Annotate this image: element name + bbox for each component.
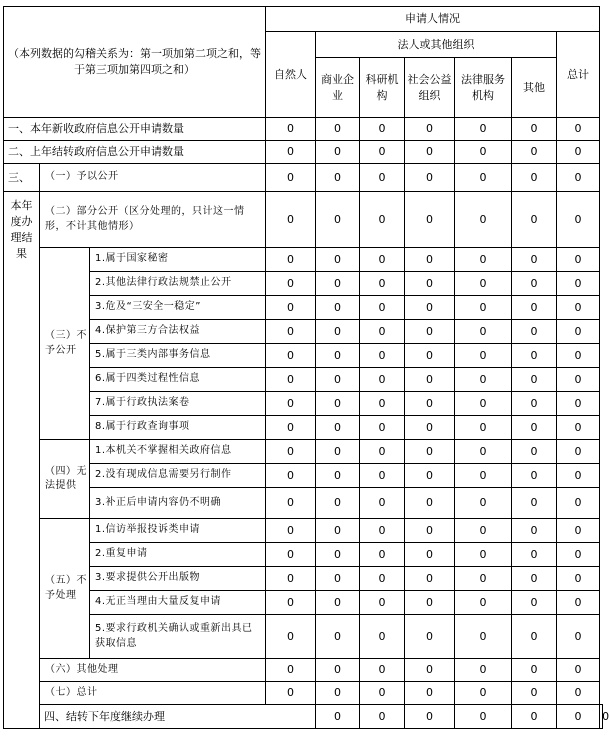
cell-value: 0 bbox=[557, 272, 600, 296]
cell-value: 0 bbox=[360, 392, 405, 416]
row-label: 8.属于行政查询事项 bbox=[90, 416, 266, 440]
row-label: 3.要求提供公开出版物 bbox=[90, 567, 266, 591]
cell-value: 0 bbox=[360, 440, 405, 464]
cell-value: 0 bbox=[316, 416, 360, 440]
section-three-number: 三、 bbox=[4, 164, 40, 192]
cell-value: 0 bbox=[316, 567, 360, 591]
cell-value: 0 bbox=[455, 488, 512, 519]
header-note: （本列数据的勾稽关系为：第一项加第二项之和，等于第三项加第四项之和） bbox=[4, 7, 266, 118]
row-label: （六）其他处理 bbox=[40, 659, 266, 682]
cell-value: 0 bbox=[266, 248, 316, 272]
cell-value: 0 bbox=[455, 248, 512, 272]
cell-value: 0 bbox=[266, 615, 316, 659]
cell-value: 0 bbox=[512, 164, 557, 192]
cell-value: 0 bbox=[316, 320, 360, 344]
cell-value: 0 bbox=[405, 392, 455, 416]
cell-value: 0 bbox=[455, 368, 512, 392]
cell-value: 0 bbox=[455, 296, 512, 320]
cell-value: 0 bbox=[266, 567, 316, 591]
cell-value: 0 bbox=[557, 248, 600, 272]
cell-value: 0 bbox=[316, 615, 360, 659]
cell-value: 0 bbox=[360, 118, 405, 141]
row-label: 4.保护第三方合法权益 bbox=[90, 320, 266, 344]
cell-value: 0 bbox=[266, 682, 316, 705]
cell-value: 0 bbox=[316, 543, 360, 567]
cell-value: 0 bbox=[360, 344, 405, 368]
cell-value: 0 bbox=[557, 464, 600, 488]
cell-value: 0 bbox=[405, 464, 455, 488]
cell-value: 0 bbox=[455, 519, 512, 543]
cell-value: 0 bbox=[455, 344, 512, 368]
cell-value: 0 bbox=[266, 392, 316, 416]
cell-value: 0 bbox=[512, 344, 557, 368]
cell-value: 0 bbox=[316, 164, 360, 192]
row-label: 1.本机关不掌握相关政府信息 bbox=[90, 440, 266, 464]
header-public-org: 社会公益组织 bbox=[405, 58, 455, 118]
cell-value: 0 bbox=[405, 416, 455, 440]
header-research: 科研机构 bbox=[360, 58, 405, 118]
cell-value: 0 bbox=[405, 272, 455, 296]
row-label: 4.无正当理由大量反复申请 bbox=[90, 591, 266, 615]
cell-value: 0 bbox=[557, 320, 600, 344]
cell-value: 0 bbox=[512, 368, 557, 392]
cell-value: 0 bbox=[405, 591, 455, 615]
cell-value: 0 bbox=[455, 440, 512, 464]
cell-value: 0 bbox=[316, 705, 360, 729]
cell-value: 0 bbox=[512, 615, 557, 659]
row-label: （七）总计 bbox=[40, 682, 266, 705]
cell-value: 0 bbox=[360, 320, 405, 344]
cell-value: 0 bbox=[405, 519, 455, 543]
cell-value: 0 bbox=[266, 543, 316, 567]
cell-value: 0 bbox=[455, 192, 512, 248]
cell-value: 0 bbox=[405, 488, 455, 519]
cell-value: 0 bbox=[512, 591, 557, 615]
row-label: 5.要求行政机关确认或重新出具已获取信息 bbox=[90, 615, 266, 659]
row-label: 3.补正后申请内容仍不明确 bbox=[90, 488, 266, 519]
cell-value: 0 bbox=[360, 659, 405, 682]
cell-value: 0 bbox=[360, 296, 405, 320]
cell-value: 0 bbox=[405, 615, 455, 659]
cell-value: 0 bbox=[512, 392, 557, 416]
row-label: 2.重复申请 bbox=[90, 543, 266, 567]
cell-value: 0 bbox=[360, 705, 405, 729]
cell-value: 0 bbox=[316, 591, 360, 615]
row-label: 1.信访举报投诉类申请 bbox=[90, 519, 266, 543]
cell-value: 0 bbox=[360, 368, 405, 392]
row-label: （一）予以公开 bbox=[40, 164, 266, 192]
cell-value: 0 bbox=[316, 141, 360, 164]
group-title-withheld: （三）不予公开 bbox=[40, 248, 90, 440]
cell-value: 0 bbox=[405, 192, 455, 248]
cell-value: 0 bbox=[360, 615, 405, 659]
row-label: 四、结转下年度继续办理 bbox=[40, 705, 316, 729]
cell-value: 0 bbox=[512, 296, 557, 320]
cell-value: 0 bbox=[316, 248, 360, 272]
cell-value: 0 bbox=[455, 272, 512, 296]
cell-value: 0 bbox=[360, 164, 405, 192]
cell-value: 0 bbox=[455, 705, 512, 729]
header-other: 其他 bbox=[512, 58, 557, 118]
cell-value: 0 bbox=[512, 248, 557, 272]
cell-value: 0 bbox=[557, 615, 600, 659]
cell-value: 0 bbox=[266, 368, 316, 392]
row-label: 3.危及“三安全一稳定” bbox=[90, 296, 266, 320]
cell-value: 0 bbox=[557, 591, 600, 615]
cell-value: 0 bbox=[266, 296, 316, 320]
cell-value: 0 bbox=[266, 659, 316, 682]
cell-value: 0 bbox=[405, 118, 455, 141]
cell-value: 0 bbox=[600, 705, 603, 729]
group-title-not-processed: （五）不予处理 bbox=[40, 519, 90, 659]
cell-value: 0 bbox=[360, 464, 405, 488]
cell-value: 0 bbox=[266, 118, 316, 141]
cell-value: 0 bbox=[512, 141, 557, 164]
section-three-title: 本年度办理结果 bbox=[4, 192, 40, 729]
cell-value: 0 bbox=[266, 320, 316, 344]
cell-value: 0 bbox=[360, 682, 405, 705]
cell-value: 0 bbox=[455, 320, 512, 344]
cell-value: 0 bbox=[405, 344, 455, 368]
cell-value: 0 bbox=[316, 519, 360, 543]
group-title-unavailable: （四）无法提供 bbox=[40, 440, 90, 519]
cell-value: 0 bbox=[360, 192, 405, 248]
cell-value: 0 bbox=[316, 272, 360, 296]
row-label: 2.其他法律行政法规禁止公开 bbox=[90, 272, 266, 296]
cell-value: 0 bbox=[455, 141, 512, 164]
cell-value: 0 bbox=[557, 118, 600, 141]
cell-value: 0 bbox=[557, 543, 600, 567]
cell-value: 0 bbox=[512, 272, 557, 296]
cell-value: 0 bbox=[455, 567, 512, 591]
cell-value: 0 bbox=[405, 368, 455, 392]
cell-value: 0 bbox=[512, 440, 557, 464]
cell-value: 0 bbox=[455, 464, 512, 488]
cell-value: 0 bbox=[266, 519, 316, 543]
row-label: 6.属于四类过程性信息 bbox=[90, 368, 266, 392]
cell-value: 0 bbox=[557, 141, 600, 164]
cell-value: 0 bbox=[316, 464, 360, 488]
cell-value: 0 bbox=[557, 440, 600, 464]
cell-value: 0 bbox=[360, 141, 405, 164]
cell-value: 0 bbox=[557, 705, 600, 729]
cell-value: 0 bbox=[266, 344, 316, 368]
cell-value: 0 bbox=[266, 141, 316, 164]
cell-value: 0 bbox=[557, 344, 600, 368]
cell-value: 0 bbox=[557, 519, 600, 543]
cell-value: 0 bbox=[316, 440, 360, 464]
cell-value: 0 bbox=[557, 164, 600, 192]
cell-value: 0 bbox=[316, 659, 360, 682]
cell-value: 0 bbox=[405, 705, 455, 729]
cell-value: 0 bbox=[360, 248, 405, 272]
disclosure-stats-table bbox=[3, 6, 609, 729]
cell-value: 0 bbox=[557, 392, 600, 416]
row-label: 2.没有现成信息需要另行制作 bbox=[90, 464, 266, 488]
cell-value: 0 bbox=[455, 164, 512, 192]
cell-value: 0 bbox=[557, 567, 600, 591]
cell-value: 0 bbox=[455, 416, 512, 440]
cell-value: 0 bbox=[266, 416, 316, 440]
cell-value: 0 bbox=[405, 320, 455, 344]
cell-value: 0 bbox=[455, 615, 512, 659]
cell-value: 0 bbox=[455, 392, 512, 416]
cell-value: 0 bbox=[316, 344, 360, 368]
cell-value: 0 bbox=[405, 141, 455, 164]
row-label: 一、本年新收政府信息公开申请数量 bbox=[4, 118, 266, 141]
cell-value: 0 bbox=[266, 164, 316, 192]
row-label: 5.属于三类内部事务信息 bbox=[90, 344, 266, 368]
cell-value: 0 bbox=[405, 567, 455, 591]
row-label: 1.属于国家秘密 bbox=[90, 248, 266, 272]
header-applicant: 申请人情况 bbox=[266, 7, 600, 32]
cell-value: 0 bbox=[360, 567, 405, 591]
cell-value: 0 bbox=[360, 543, 405, 567]
cell-value: 0 bbox=[557, 368, 600, 392]
cell-value: 0 bbox=[557, 488, 600, 519]
cell-value: 0 bbox=[360, 416, 405, 440]
cell-value: 0 bbox=[405, 164, 455, 192]
cell-value: 0 bbox=[512, 519, 557, 543]
cell-value: 0 bbox=[316, 368, 360, 392]
cell-value: 0 bbox=[455, 659, 512, 682]
cell-value: 0 bbox=[557, 192, 600, 248]
cell-value: 0 bbox=[557, 416, 600, 440]
cell-value: 0 bbox=[512, 416, 557, 440]
cell-value: 0 bbox=[316, 682, 360, 705]
header-legal-service: 法律服务机构 bbox=[455, 58, 512, 118]
cell-value: 0 bbox=[512, 464, 557, 488]
header-legal-entity: 法人或其他组织 bbox=[316, 32, 557, 58]
cell-value: 0 bbox=[455, 118, 512, 141]
cell-value: 0 bbox=[405, 659, 455, 682]
cell-value: 0 bbox=[316, 296, 360, 320]
cell-value: 0 bbox=[512, 320, 557, 344]
cell-value: 0 bbox=[316, 488, 360, 519]
cell-value: 0 bbox=[405, 440, 455, 464]
cell-value: 0 bbox=[512, 682, 557, 705]
cell-value: 0 bbox=[360, 272, 405, 296]
header-natural-person: 自然人 bbox=[266, 32, 316, 118]
header-commercial: 商业企业 bbox=[316, 58, 360, 118]
cell-value: 0 bbox=[316, 192, 360, 248]
cell-value: 0 bbox=[557, 682, 600, 705]
cell-value: 0 bbox=[405, 682, 455, 705]
row-label: 二、上年结转政府信息公开申请数量 bbox=[4, 141, 266, 164]
cell-value: 0 bbox=[405, 296, 455, 320]
cell-value: 0 bbox=[316, 392, 360, 416]
cell-value: 0 bbox=[512, 192, 557, 248]
cell-value: 0 bbox=[405, 248, 455, 272]
cell-value: 0 bbox=[455, 543, 512, 567]
header-total: 总计 bbox=[557, 32, 600, 118]
cell-value: 0 bbox=[360, 488, 405, 519]
cell-value: 0 bbox=[455, 591, 512, 615]
cell-value: 0 bbox=[512, 488, 557, 519]
cell-value: 0 bbox=[512, 659, 557, 682]
row-label: 7.属于行政执法案卷 bbox=[90, 392, 266, 416]
cell-value: 0 bbox=[360, 591, 405, 615]
cell-value: 0 bbox=[557, 659, 600, 682]
cell-value: 0 bbox=[316, 118, 360, 141]
cell-value: 0 bbox=[557, 296, 600, 320]
cell-value: 0 bbox=[512, 705, 557, 729]
cell-value: 0 bbox=[360, 519, 405, 543]
cell-value: 0 bbox=[266, 591, 316, 615]
row-label: （二）部分公开（区分处理的，只计这一情形，不计其他情形） bbox=[40, 192, 266, 248]
cell-value: 0 bbox=[405, 543, 455, 567]
cell-value: 0 bbox=[455, 682, 512, 705]
cell-value: 0 bbox=[512, 567, 557, 591]
cell-value: 0 bbox=[266, 192, 316, 248]
cell-value: 0 bbox=[266, 488, 316, 519]
cell-value: 0 bbox=[512, 118, 557, 141]
cell-value: 0 bbox=[266, 272, 316, 296]
cell-value: 0 bbox=[266, 464, 316, 488]
cell-value: 0 bbox=[512, 543, 557, 567]
cell-value: 0 bbox=[266, 440, 316, 464]
